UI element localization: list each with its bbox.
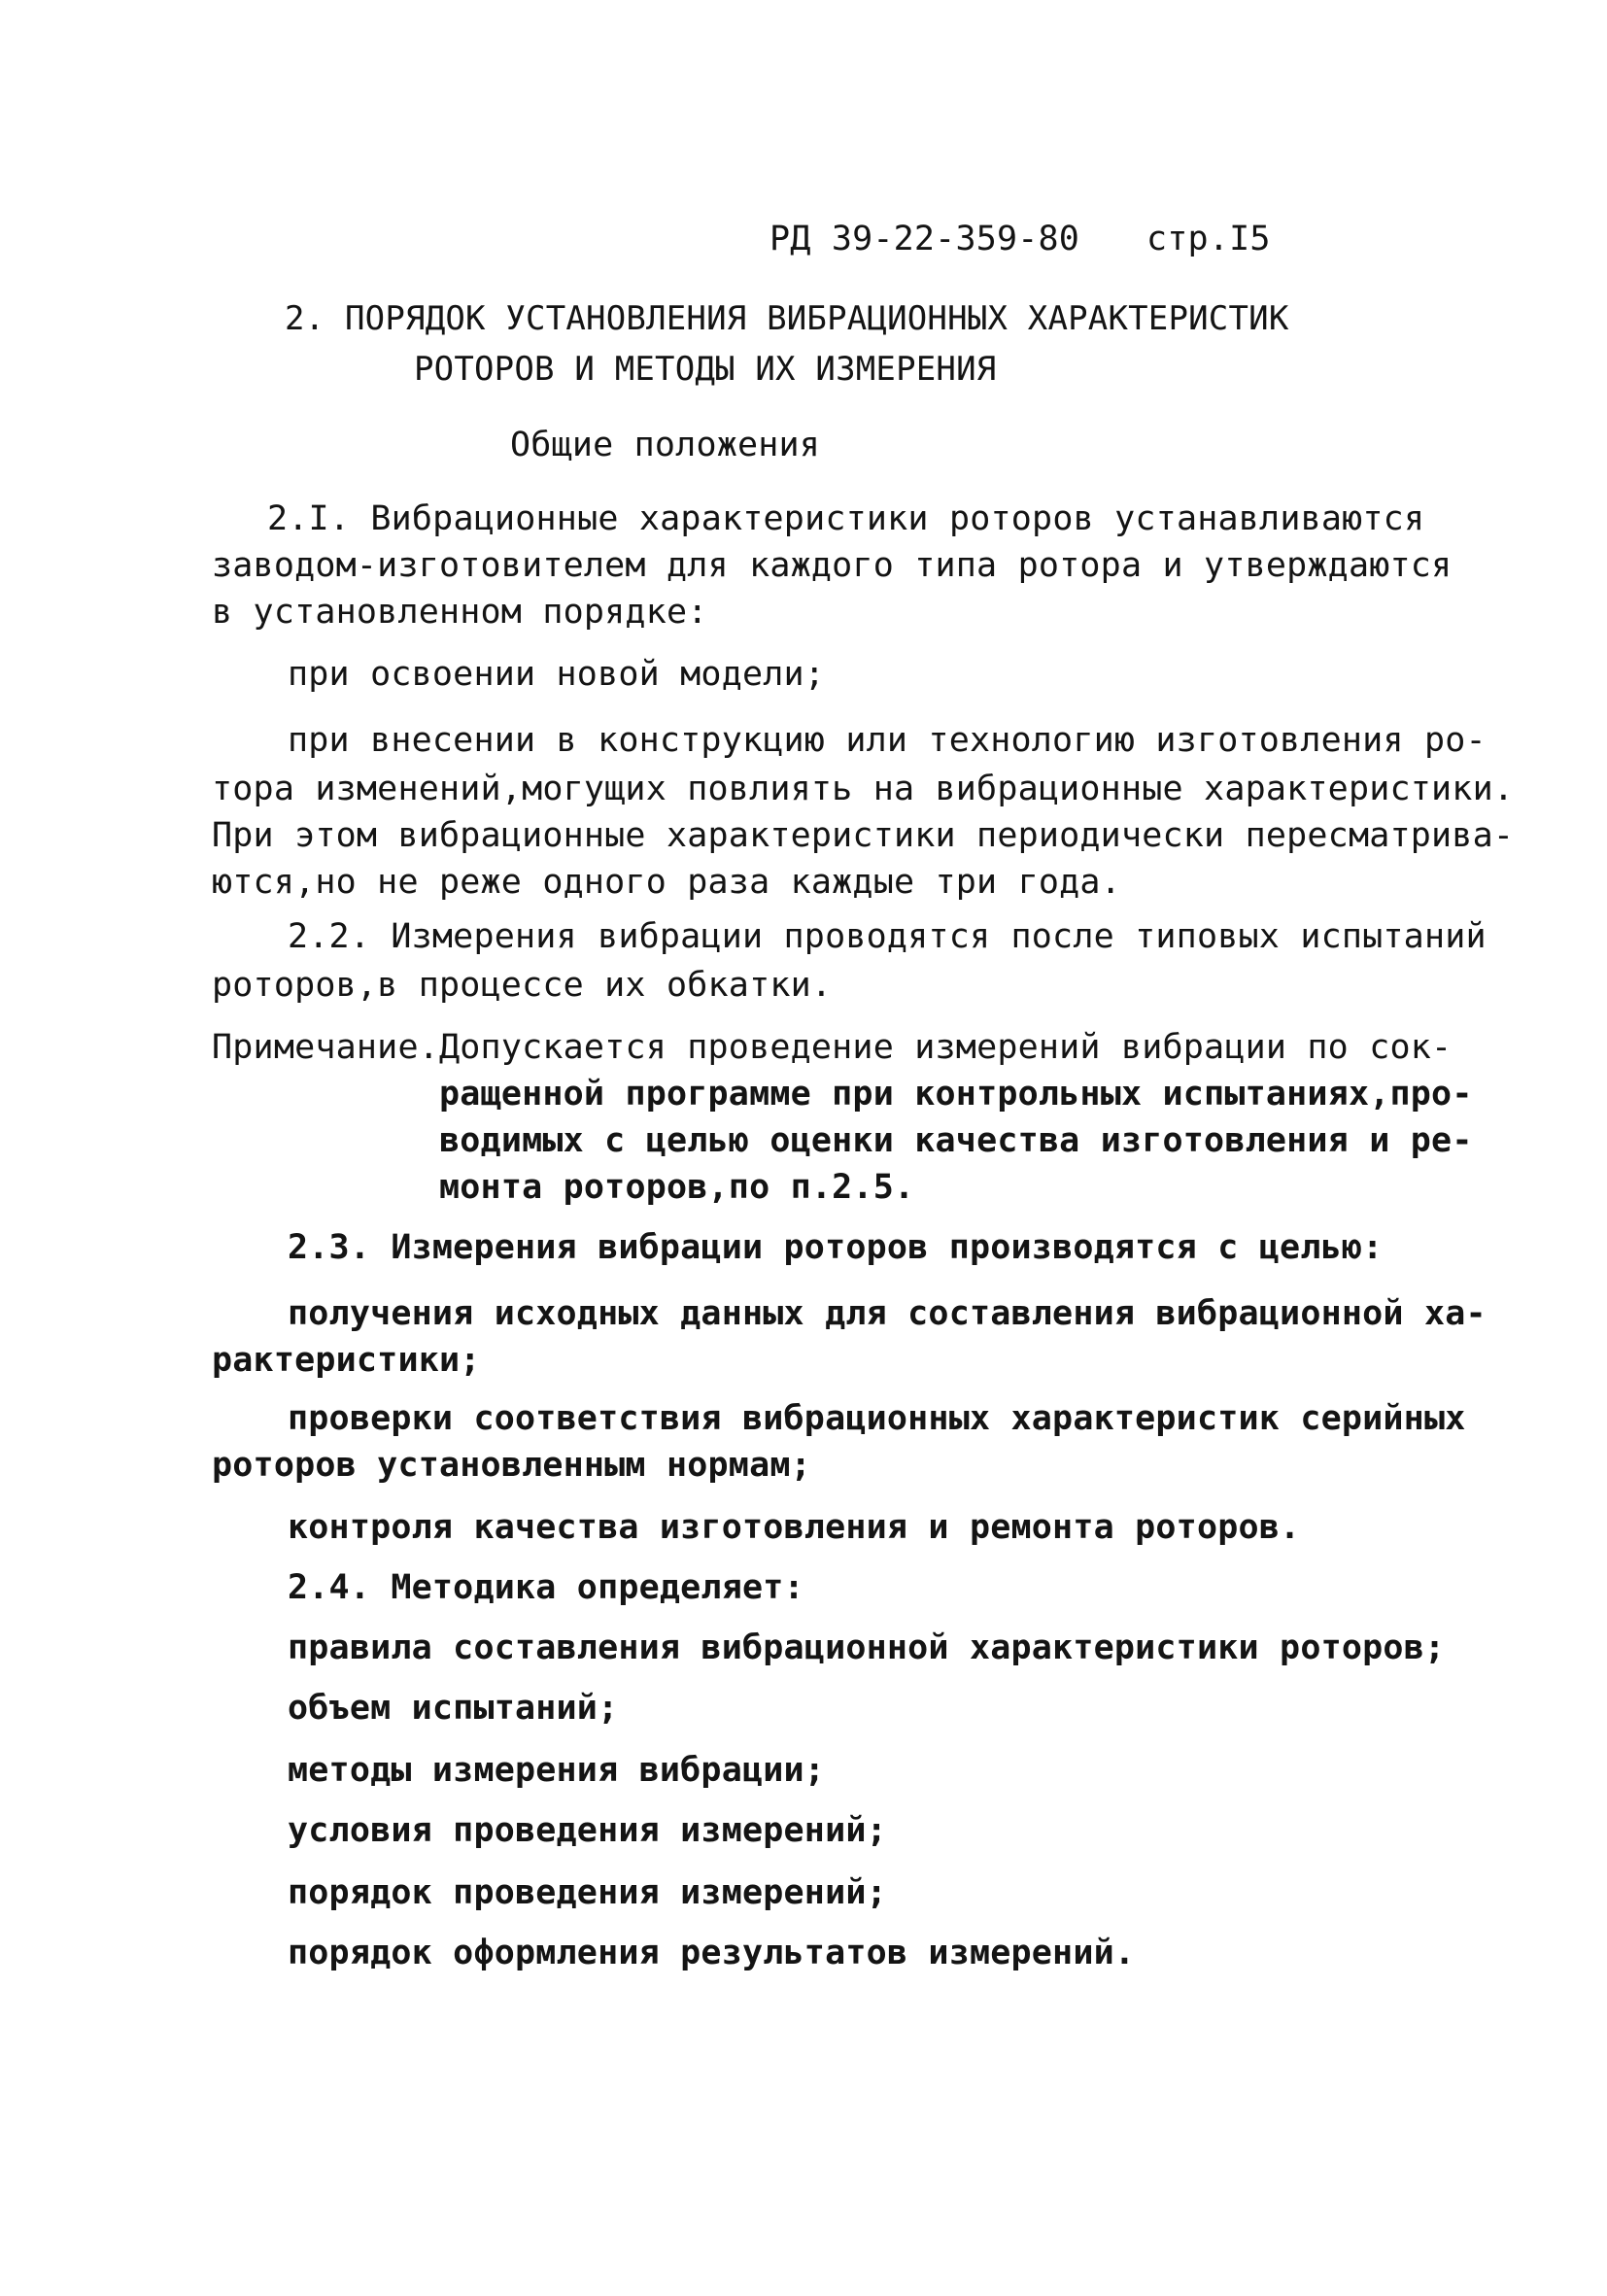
method-item-rules: правила составления вибрационной характеристики роторов; [288,1628,1446,1667]
paragraph-2-2-line-1: 2.2. Измерения вибрации проводятся после типовых испытаний [288,917,1487,956]
list-item-changes-line-3: При этом вибрационные характеристики периодически пересматрива- [212,816,1515,855]
paragraph-2-2-line-2: роторов,в процессе их обкатки. [212,966,833,1005]
list-item-changes-line-2: тора изменений,могущих повлиять на вибрационные характеристики. [212,770,1515,808]
list-item-changes-line-4: ются,но не реже одного раза каждые три года. [212,863,1121,902]
note-label: Примечание. [212,1028,439,1067]
paragraph-2-4: 2.4. Методика определяет: [288,1568,804,1607]
document-code: РД 39-22-359-80 [769,220,1080,258]
note-line-2: ращенной программе при контрольных испытаниях,про- [439,1075,1473,1114]
list-item-conformity-line-2: роторов установленным нормам; [212,1446,811,1485]
section-title-line-1: 2. ПОРЯДОК УСТАНОВЛЕНИЯ ВИБРАЦИОННЫХ ХАРАКТЕРИСТИК [285,299,1289,338]
method-item-test-scope: объем испытаний; [288,1689,619,1728]
paragraph-2-3: 2.3. Измерения вибрации роторов производятся с целью: [288,1228,1384,1267]
list-item-conformity-line-1: проверки соответствия вибрационных характеристик серийных [288,1399,1466,1438]
list-item-source-data-line-1: получения исходных данных для составления вибрационной ха- [288,1294,1487,1333]
note-line-1: Допускается проведение измерений вибрации по сок- [439,1028,1453,1067]
list-item-source-data-line-2: рактеристики; [212,1341,481,1380]
note-line-3: водимых с целью оценки качества изготовления и ре- [439,1121,1473,1160]
method-item-procedure: порядок проведения измерений; [288,1873,887,1912]
method-item-methods: методы измерения вибрации; [288,1751,826,1790]
list-item-changes-line-1: при внесении в конструкцию или технологию изготовления ро- [288,721,1487,760]
method-item-reporting: порядок оформления результатов измерений. [288,1934,1136,1972]
section-title-line-2: РОТОРОВ И МЕТОДЫ ИХ ИЗМЕРЕНИЯ [414,350,997,389]
subsection-title: Общие положения [510,426,821,464]
paragraph-2-1-line-1: 2.I. Вибрационные характеристики роторов устанавливаются [267,499,1425,538]
list-item-quality-control: контроля качества изготовления и ремонта роторов. [288,1508,1301,1547]
list-item-new-model: при освоении новой модели; [288,655,826,694]
note-line-4: монта роторов,по п.2.5. [439,1168,915,1207]
page-number: стр.I5 [1146,220,1271,258]
method-item-conditions: условия проведения измерений; [288,1811,887,1850]
paragraph-2-1-line-3: в установленном порядке: [212,593,708,632]
paragraph-2-1-line-2: заводом-изготовителем для каждого типа ротора и утверждаются [212,546,1453,585]
